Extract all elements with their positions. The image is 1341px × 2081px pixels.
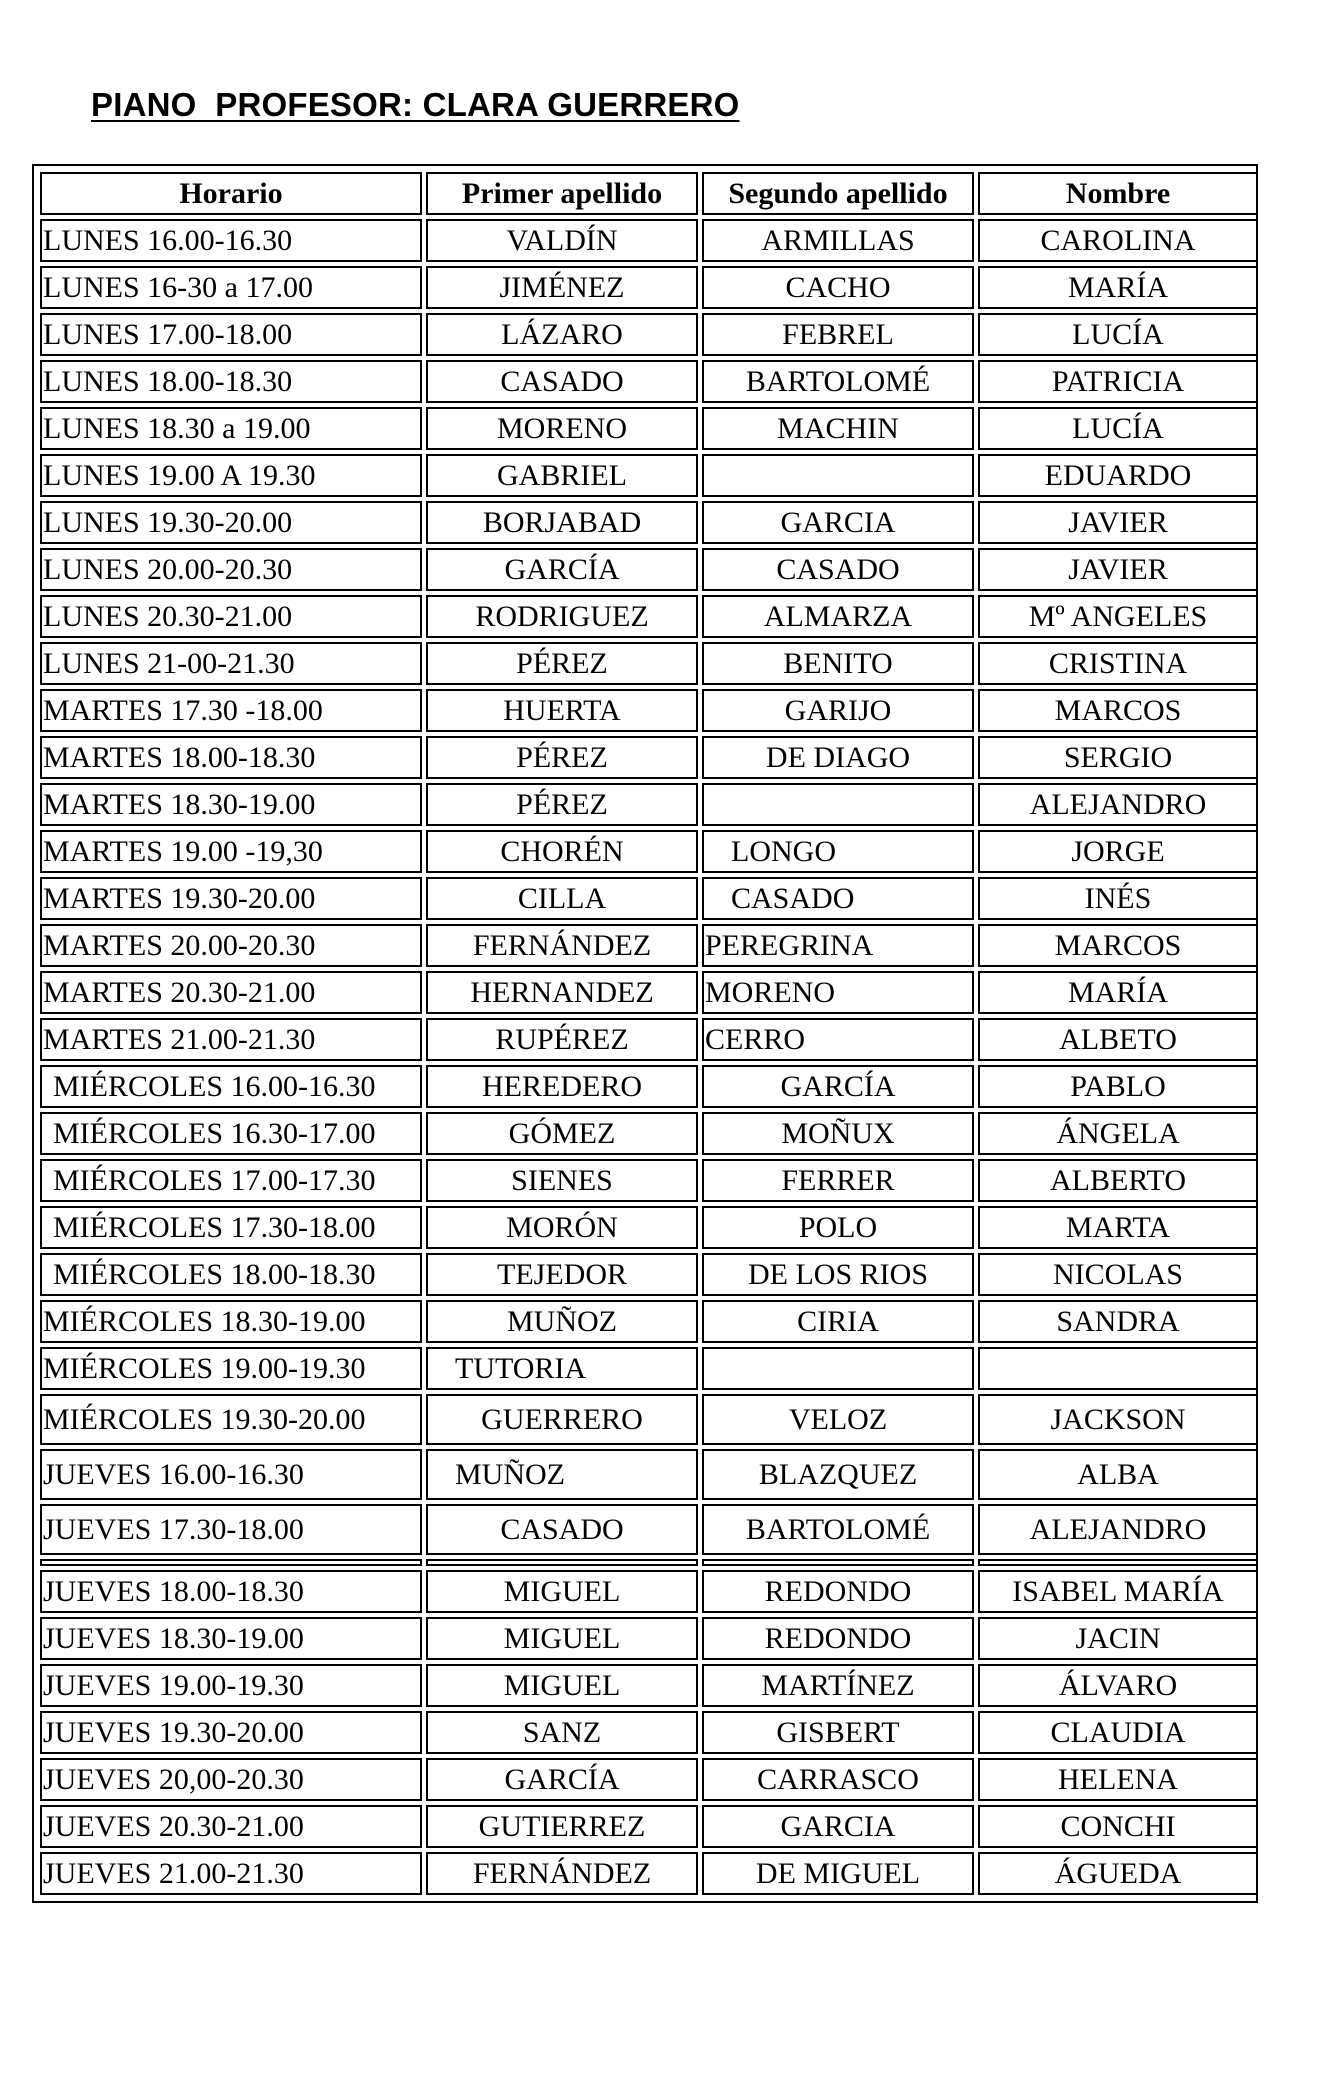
cell-primer-apellido: MORENO: [426, 407, 698, 450]
table-row: [40, 1065, 1258, 1108]
table-row: [40, 1852, 1258, 1895]
cell-segundo-apellido: ARMILLAS: [702, 219, 974, 262]
cell-primer-apellido: MIGUEL: [426, 1570, 698, 1613]
cell-nombre: CLAUDIA: [978, 1711, 1258, 1754]
cell-primer-apellido: BORJABAD: [426, 501, 698, 544]
table-row: [40, 1570, 1258, 1613]
cell-primer-apellido: FERNÁNDEZ: [426, 924, 698, 967]
cell-segundo-apellido: MOÑUX: [702, 1112, 974, 1155]
cell-primer-apellido: TEJEDOR: [426, 1253, 698, 1296]
cell-nombre: PATRICIA: [978, 360, 1258, 403]
header-segundo-apellido: Segundo apellido: [702, 172, 974, 215]
cell-segundo-apellido: MACHIN: [702, 407, 974, 450]
cell-segundo-apellido: DE DIAGO: [702, 736, 974, 779]
table-row: [40, 1664, 1258, 1707]
table-row: [40, 642, 1258, 685]
cell-segundo-apellido: VELOZ: [702, 1394, 974, 1445]
cell-horario: LUNES 19.30-20.00: [40, 501, 422, 544]
cell-horario: MIÉRCOLES 18.30-19.00: [40, 1300, 422, 1343]
table-row: [40, 1018, 1258, 1061]
cell-segundo-apellido: POLO: [702, 1206, 974, 1249]
cell-nombre: ISABEL MARÍA: [978, 1570, 1258, 1613]
table-row: [40, 689, 1258, 732]
cell-horario: JUEVES 16.00-16.30: [40, 1449, 422, 1500]
cell-primer-apellido: MORÓN: [426, 1206, 698, 1249]
cell-primer-apellido: CASADO: [426, 360, 698, 403]
cell-horario: JUEVES 19.30-20.00: [40, 1711, 422, 1754]
table-row: [40, 1394, 1258, 1445]
cell-primer-apellido: GUTIERREZ: [426, 1805, 698, 1848]
cell-horario: LUNES 19.00 A 19.30: [40, 454, 422, 497]
table-row: [40, 1347, 1258, 1390]
cell-horario: LUNES 16.00-16.30: [40, 219, 422, 262]
cell-nombre: PABLO: [978, 1065, 1258, 1108]
cell-horario: LUNES 20.30-21.00: [40, 595, 422, 638]
cell-horario: MIÉRCOLES 17.30-18.00: [40, 1206, 422, 1249]
cell-primer-apellido: MIGUEL: [426, 1617, 698, 1660]
cell-horario: LUNES 20.00-20.30: [40, 548, 422, 591]
cell-nombre: ALBA: [978, 1449, 1258, 1500]
cell-segundo-apellido: GISBERT: [702, 1711, 974, 1754]
table-row: [40, 877, 1258, 920]
cell-primer-apellido: FERNÁNDEZ: [426, 1852, 698, 1895]
cell-horario: MARTES 18.00-18.30: [40, 736, 422, 779]
cell-horario: MARTES 20.30-21.00: [40, 971, 422, 1014]
cell-nombre: ALBERTO: [978, 1159, 1258, 1202]
cell-segundo-apellido: MARTÍNEZ: [702, 1664, 974, 1707]
cell-segundo-apellido: BARTOLOMÉ: [702, 1504, 974, 1555]
cell-segundo-apellido: REDONDO: [702, 1617, 974, 1660]
table-row: [40, 266, 1258, 309]
cell-horario: LUNES 18.00-18.30: [40, 360, 422, 403]
cell-primer-apellido: CASADO: [426, 1504, 698, 1555]
cell-segundo-apellido: FERRER: [702, 1159, 974, 1202]
cell-nombre: MARÍA: [978, 971, 1258, 1014]
cell-horario: MIÉRCOLES 16.30-17.00: [40, 1112, 422, 1155]
table-row: [40, 1300, 1258, 1343]
schedule-table: [36, 168, 1262, 1899]
cell-primer-apellido: VALDÍN: [426, 219, 698, 262]
cell-horario: MIÉRCOLES 19.30-20.00: [40, 1394, 422, 1445]
table-row: [40, 595, 1258, 638]
cell-horario: JUEVES 18.00-18.30: [40, 1570, 422, 1613]
cell-primer-apellido: GABRIEL: [426, 454, 698, 497]
cell-segundo-apellido: [702, 1347, 974, 1390]
table-row: [40, 830, 1258, 873]
cell-nombre: JAVIER: [978, 501, 1258, 544]
cell-segundo-apellido: PEREGRINA: [702, 924, 974, 967]
cell-segundo-apellido: GARCIA: [702, 501, 974, 544]
cell-horario: MIÉRCOLES 17.00-17.30: [40, 1159, 422, 1202]
cell-horario: MARTES 20.00-20.30: [40, 924, 422, 967]
header-row: [40, 172, 1258, 215]
cell-primer-apellido: CILLA: [426, 877, 698, 920]
cell-horario: JUEVES 18.30-19.00: [40, 1617, 422, 1660]
cell-primer-apellido: GUERRERO: [426, 1394, 698, 1445]
table-row: [40, 1711, 1258, 1754]
cell-primer-apellido: MUÑOZ: [426, 1449, 698, 1500]
cell-nombre: MARCOS: [978, 689, 1258, 732]
cell-segundo-apellido: DE LOS RIOS: [702, 1253, 974, 1296]
table-row: [40, 1758, 1258, 1801]
cell-nombre: JORGE: [978, 830, 1258, 873]
cell-nombre: ALEJANDRO: [978, 1504, 1258, 1555]
cell-primer-apellido: RODRIGUEZ: [426, 595, 698, 638]
cell-nombre: ALEJANDRO: [978, 783, 1258, 826]
cell-horario: MARTES 21.00-21.30: [40, 1018, 422, 1061]
cell-nombre: ÁLVARO: [978, 1664, 1258, 1707]
cell-horario: MIÉRCOLES 18.00-18.30: [40, 1253, 422, 1296]
cell-horario: MIÉRCOLES 19.00-19.30: [40, 1347, 422, 1390]
cell-primer-apellido: HERNANDEZ: [426, 971, 698, 1014]
spacer-row: [40, 1559, 1258, 1566]
cell-nombre: MARTA: [978, 1206, 1258, 1249]
table-row: [40, 1112, 1258, 1155]
cell-nombre: ALBETO: [978, 1018, 1258, 1061]
table-row: [40, 1159, 1258, 1202]
table-row: [40, 971, 1258, 1014]
cell-horario: LUNES 21-00-21.30: [40, 642, 422, 685]
cell-horario: JUEVES 20.30-21.00: [40, 1805, 422, 1848]
spacer-cell: [978, 1559, 1258, 1566]
cell-nombre: ÁNGELA: [978, 1112, 1258, 1155]
cell-horario: MARTES 19.30-20.00: [40, 877, 422, 920]
table-row: [40, 783, 1258, 826]
cell-segundo-apellido: BLAZQUEZ: [702, 1449, 974, 1500]
cell-segundo-apellido: CACHO: [702, 266, 974, 309]
cell-primer-apellido: SANZ: [426, 1711, 698, 1754]
table-row: [40, 1449, 1258, 1500]
cell-segundo-apellido: GARCÍA: [702, 1065, 974, 1108]
table-row: [40, 1617, 1258, 1660]
cell-horario: JUEVES 17.30-18.00: [40, 1504, 422, 1555]
table-row: [40, 736, 1258, 779]
cell-nombre: HELENA: [978, 1758, 1258, 1801]
spacer-cell: [40, 1559, 422, 1566]
cell-primer-apellido: PÉREZ: [426, 736, 698, 779]
cell-segundo-apellido: ALMARZA: [702, 595, 974, 638]
cell-nombre: Mº ANGELES: [978, 595, 1258, 638]
cell-segundo-apellido: DE MIGUEL: [702, 1852, 974, 1895]
cell-nombre: CRISTINA: [978, 642, 1258, 685]
cell-horario: LUNES 18.30 a 19.00: [40, 407, 422, 450]
table-row: [40, 924, 1258, 967]
cell-primer-apellido: GÓMEZ: [426, 1112, 698, 1155]
table-row: [40, 1805, 1258, 1848]
cell-horario: JUEVES 19.00-19.30: [40, 1664, 422, 1707]
table-row: [40, 454, 1258, 497]
cell-segundo-apellido: CASADO: [702, 877, 974, 920]
cell-segundo-apellido: BENITO: [702, 642, 974, 685]
cell-primer-apellido: RUPÉREZ: [426, 1018, 698, 1061]
cell-horario: MARTES 18.30-19.00: [40, 783, 422, 826]
cell-nombre: [978, 1347, 1258, 1390]
cell-primer-apellido: TUTORIA: [426, 1347, 698, 1390]
cell-horario: LUNES 17.00-18.00: [40, 313, 422, 356]
cell-nombre: JAVIER: [978, 548, 1258, 591]
cell-nombre: ÁGUEDA: [978, 1852, 1258, 1895]
cell-nombre: LUCÍA: [978, 313, 1258, 356]
cell-horario: MARTES 19.00 -19,30: [40, 830, 422, 873]
cell-nombre: CONCHI: [978, 1805, 1258, 1848]
table-row: [40, 313, 1258, 356]
cell-segundo-apellido: [702, 454, 974, 497]
spacer-cell: [426, 1559, 698, 1566]
cell-nombre: SANDRA: [978, 1300, 1258, 1343]
table-row: [40, 1206, 1258, 1249]
cell-segundo-apellido: [702, 783, 974, 826]
table-row: [40, 360, 1258, 403]
cell-segundo-apellido: CERRO: [702, 1018, 974, 1061]
cell-primer-apellido: JIMÉNEZ: [426, 266, 698, 309]
cell-horario: MIÉRCOLES 16.00-16.30: [40, 1065, 422, 1108]
header-horario: Horario: [40, 172, 422, 215]
cell-primer-apellido: GARCÍA: [426, 1758, 698, 1801]
page-title: PIANO PROFESOR: CLARA GUERRERO: [91, 86, 740, 123]
cell-nombre: INÉS: [978, 877, 1258, 920]
cell-nombre: NICOLAS: [978, 1253, 1258, 1296]
table-row: [40, 548, 1258, 591]
table-row: [40, 1504, 1258, 1555]
cell-segundo-apellido: REDONDO: [702, 1570, 974, 1613]
cell-segundo-apellido: MORENO: [702, 971, 974, 1014]
cell-primer-apellido: PÉREZ: [426, 642, 698, 685]
cell-horario: JUEVES 21.00-21.30: [40, 1852, 422, 1895]
cell-primer-apellido: SIENES: [426, 1159, 698, 1202]
cell-primer-apellido: LÁZARO: [426, 313, 698, 356]
cell-nombre: SERGIO: [978, 736, 1258, 779]
cell-segundo-apellido: GARIJO: [702, 689, 974, 732]
cell-primer-apellido: GARCÍA: [426, 548, 698, 591]
cell-horario: MARTES 17.30 -18.00: [40, 689, 422, 732]
header-nombre: Nombre: [978, 172, 1258, 215]
cell-nombre: CAROLINA: [978, 219, 1258, 262]
cell-nombre: JACKSON: [978, 1394, 1258, 1445]
table-row: [40, 1253, 1258, 1296]
table-row: [40, 501, 1258, 544]
cell-segundo-apellido: FEBREL: [702, 313, 974, 356]
cell-nombre: LUCÍA: [978, 407, 1258, 450]
cell-nombre: MARÍA: [978, 266, 1258, 309]
cell-primer-apellido: HEREDERO: [426, 1065, 698, 1108]
cell-nombre: JACIN: [978, 1617, 1258, 1660]
cell-primer-apellido: CHORÉN: [426, 830, 698, 873]
cell-segundo-apellido: CIRIA: [702, 1300, 974, 1343]
table-row: [40, 219, 1258, 262]
cell-segundo-apellido: CARRASCO: [702, 1758, 974, 1801]
cell-primer-apellido: HUERTA: [426, 689, 698, 732]
cell-segundo-apellido: LONGO: [702, 830, 974, 873]
cell-horario: LUNES 16-30 a 17.00: [40, 266, 422, 309]
cell-primer-apellido: MIGUEL: [426, 1664, 698, 1707]
cell-nombre: EDUARDO: [978, 454, 1258, 497]
header-primer-apellido: Primer apellido: [426, 172, 698, 215]
spacer-cell: [702, 1559, 974, 1566]
table-row: [40, 407, 1258, 450]
cell-segundo-apellido: CASADO: [702, 548, 974, 591]
cell-segundo-apellido: GARCIA: [702, 1805, 974, 1848]
cell-horario: JUEVES 20,00-20.30: [40, 1758, 422, 1801]
cell-nombre: MARCOS: [978, 924, 1258, 967]
cell-primer-apellido: MUÑOZ: [426, 1300, 698, 1343]
cell-segundo-apellido: BARTOLOMÉ: [702, 360, 974, 403]
cell-primer-apellido: PÉREZ: [426, 783, 698, 826]
